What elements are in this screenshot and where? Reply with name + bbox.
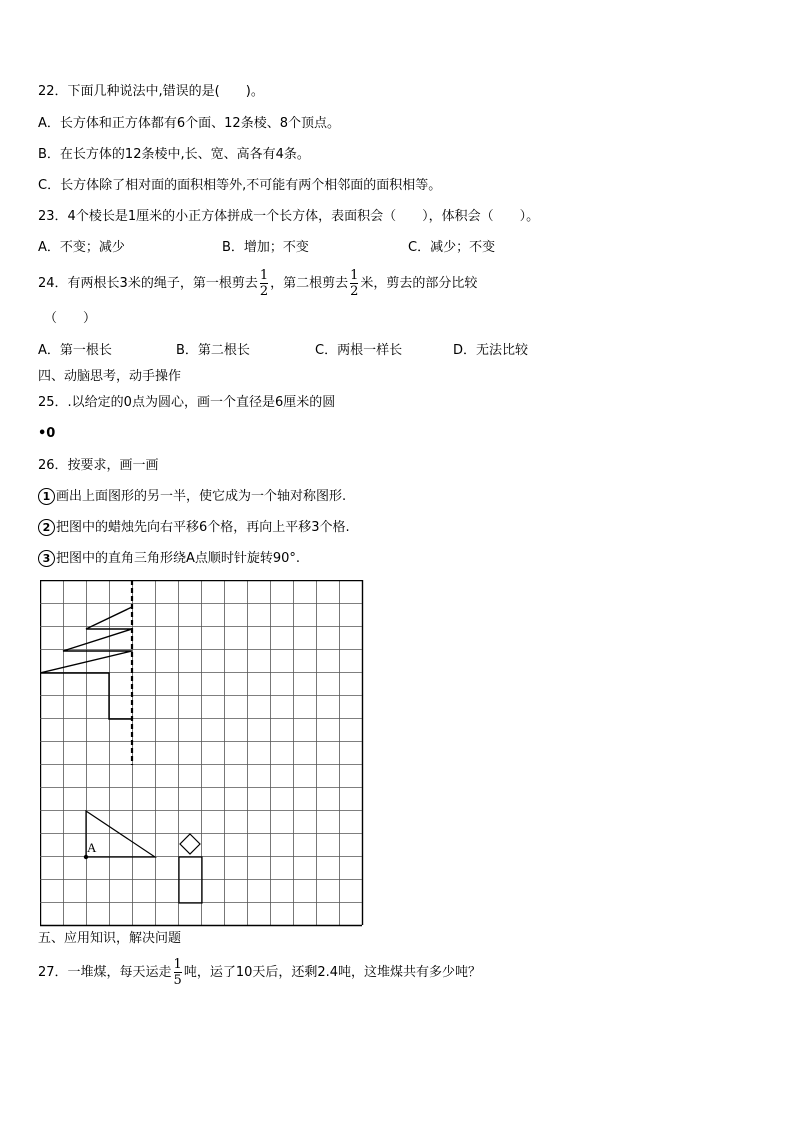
q24-blank: （ ） [44, 311, 97, 326]
q22-option-b: B．在长方体的12条棱中,长、宽、高各有4条。 [38, 147, 310, 162]
q23-stem: 23．4个棱长是1厘米的小正方体拼成一个长方体，表面积会（ ），体积会（ ）。 [38, 209, 540, 224]
q23-option-a: A．不变；减少 [38, 240, 125, 255]
q26-item-1 [38, 488, 346, 506]
q27-frac-denominator: 5 [173, 973, 182, 988]
q24-fraction-1 [260, 268, 268, 299]
q27-fraction [174, 957, 182, 988]
q27-stem-part1: 27．一堆煤，每天运走 [38, 965, 172, 980]
q25-center-point: •0 [38, 426, 56, 441]
circled-number-1-icon: 1 [38, 488, 55, 505]
section-4-heading: 四、动脑思考，动手操作 [38, 369, 182, 384]
q26-stem: 26．按要求，画一画 [38, 458, 159, 473]
q24-option-a: A．第一根长 [38, 343, 112, 358]
q22-option-c: C．长方体除了相对面的面积相等外,不可能有两个相邻面的面积相等。 [38, 178, 442, 193]
q22-stem: 22．下面几种说法中,错误的是( )。 [38, 84, 264, 99]
q27-stem-part2: 吨，运了10天后，还剩2.4吨，这堆煤共有多少吨？ [183, 965, 482, 980]
candle-flame [180, 834, 200, 854]
q24-stem-part3: 米，剪去的部分比较 [360, 276, 478, 291]
section-5-heading: 五、应用知识，解决问题 [38, 931, 182, 946]
half-tree-shape [40, 607, 132, 719]
q23-options [38, 239, 495, 257]
point-a-dot [84, 855, 88, 859]
q24-option-c: C．两根一样长 [315, 343, 403, 358]
q24-stem-part2: ，第二根剪去 [270, 276, 349, 291]
q24-fraction-2 [350, 268, 358, 299]
q26-item-2 [38, 519, 350, 537]
q24-frac2-denominator: 2 [350, 284, 359, 299]
drawing-grid [40, 580, 366, 927]
q22-option-a: A．长方体和正方体都有6个面、12条棱、8个顶点。 [38, 116, 340, 131]
q23-option-b: B．增加；不变 [222, 240, 309, 255]
circled-number-2-icon: 2 [38, 519, 55, 536]
circled-number-3-icon: 3 [38, 550, 55, 567]
q24-options [38, 342, 528, 360]
q26-item-3 [38, 550, 300, 568]
q24-stem [38, 268, 477, 299]
q24-option-d: D．无法比较 [453, 343, 529, 358]
q23-option-c: C．减少；不变 [408, 240, 496, 255]
q24-frac2-numerator: 1 [350, 268, 359, 283]
q24-frac1-numerator: 1 [259, 268, 269, 283]
q26-item-3-text: 把图中的直角三角形绕A点顺时针旋转90°. [56, 551, 301, 566]
q26-item-2-text: 把图中的蜡烛先向右平移6个格，再向上平移3个格. [56, 520, 350, 535]
q27-stem [38, 957, 481, 988]
q24-option-b: B．第二根长 [176, 343, 250, 358]
q24-stem-part1: 24．有两根长3米的绳子，第一根剪去 [38, 276, 258, 291]
q27-frac-numerator: 1 [173, 957, 182, 972]
vertex-label-a: A [87, 840, 97, 855]
q25-stem: 25．.以给定的0点为圆心，画一个直径是6厘米的圆 [38, 395, 336, 410]
candle-body [179, 857, 202, 903]
grid-lines [40, 580, 363, 926]
q24-frac1-denominator: 2 [259, 284, 269, 299]
q26-item-1-text: 画出上面图形的另一半，使它成为一个轴对称图形. [56, 489, 347, 504]
